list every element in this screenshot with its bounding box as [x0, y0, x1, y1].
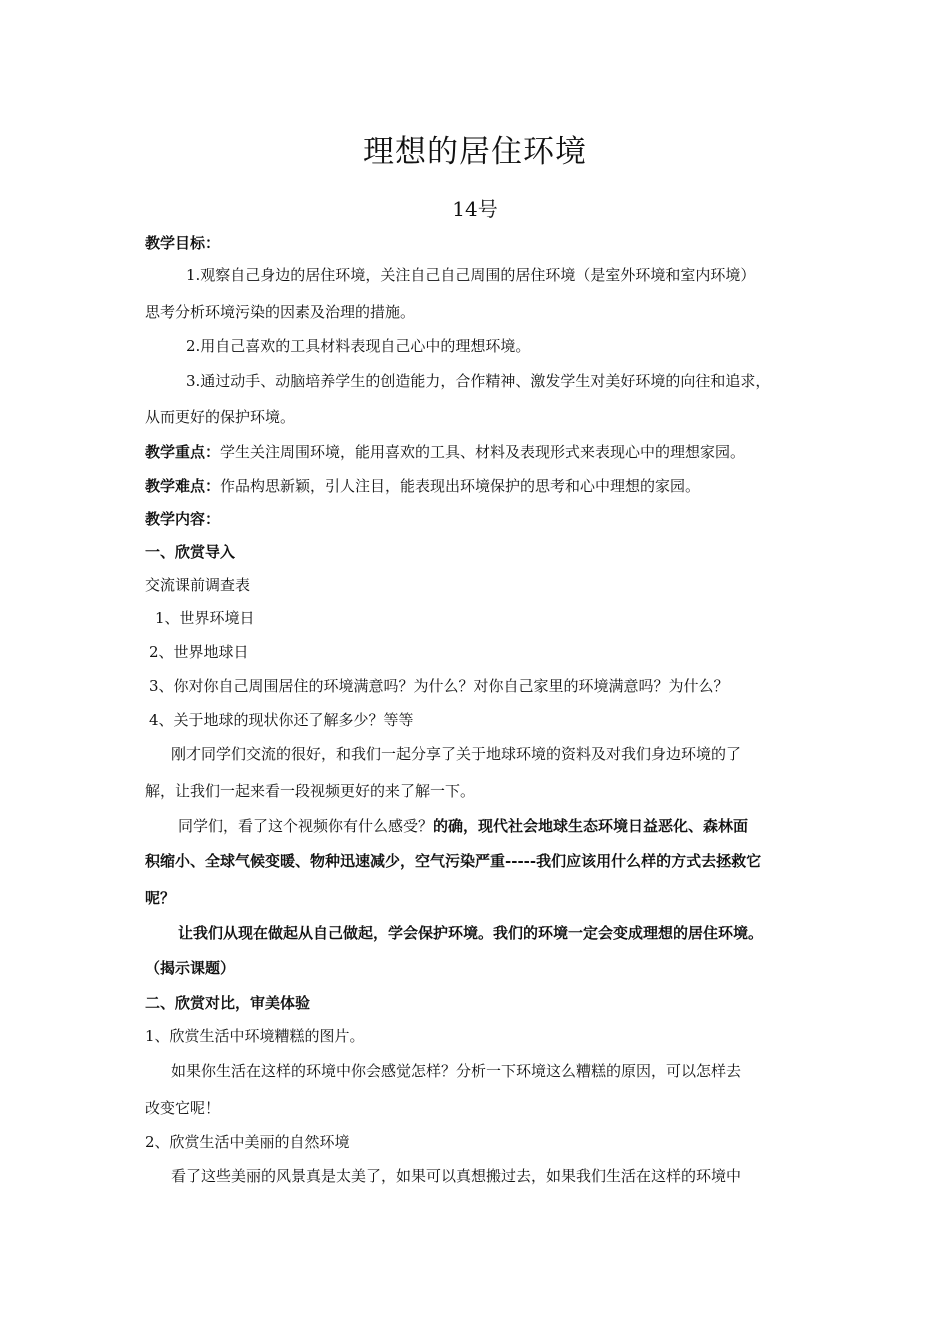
paragraph-2-line-2: 积缩小、全球气候变暖、物种迅速减少，空气污染严重-----我们应该用什么样的方式去拯救它 [145, 852, 762, 870]
difficulty-text: 作品构思新颖，引人注目，能表现出环境保护的思考和心中理想的家园。 [220, 477, 701, 495]
objectives-heading: 教学目标： [145, 234, 221, 252]
objective-3-line-1: 3.通过动手、动脑培养学生的创造能力，合作精神、激发学生对美好环境的向往和追求， [186, 372, 771, 390]
paragraph-5: 看了这些美丽的风景真是太美了，如果可以真想搬过去，如果我们生活在这样的环境中 [171, 1167, 742, 1185]
paragraph-1-line-1: 刚才同学们交流的很好，和我们一起分享了关于地球环境的资料及对我们身边环境的了 [171, 745, 742, 763]
document-subtitle: 14号 [452, 197, 498, 221]
difficulty [145, 476, 700, 496]
paragraph-3: 让我们从现在做起从自己做起，学会保护环境。我们的环境一定会变成理想的居住环境。 [178, 924, 764, 942]
paragraph-4-line-2: 改变它呢！ [145, 1099, 221, 1117]
key-point-text: 学生关注周围环境，能用喜欢的工具、材料及表现形式来表现心中的理想家园。 [220, 443, 746, 461]
reveal-topic: （揭示课题） [145, 959, 236, 977]
section-1-heading: 一、欣赏导入 [145, 543, 236, 561]
section-2-heading: 二、欣赏对比，审美体验 [145, 994, 311, 1012]
key-point [145, 442, 745, 462]
survey-item-2: 2、世界地球日 [149, 643, 249, 661]
survey-item-4: 4、关于地球的现状你还了解多少？等等 [149, 711, 414, 729]
objective-1-line-1: 1.观察自己身边的居住环境，关注自己自己周围的居住环境（是室外环境和室内环境） [186, 266, 756, 284]
document-title: 理想的居住环境 [363, 134, 587, 170]
content-heading: 教学内容： [145, 510, 221, 528]
paragraph-2-question: 同学们，看了这个视频你有什么感受？ [178, 817, 434, 835]
paragraph-2-emphasis: 的确，现代社会地球生态环境日益恶化、森林面 [433, 817, 749, 835]
objective-3-line-2: 从而更好的保护环境。 [145, 408, 296, 426]
item-1: 1、欣赏生活中环境糟糕的图片。 [145, 1027, 365, 1045]
objective-2: 2.用自己喜欢的工具材料表现自己心中的理想环境。 [186, 337, 531, 355]
paragraph-2-line-3: 呢？ [145, 889, 176, 907]
survey-intro: 交流课前调查表 [145, 576, 251, 594]
difficulty-label: 教学难点： [145, 477, 221, 495]
paragraph-2-line-1 [178, 816, 748, 836]
paragraph-1-line-2: 解，让我们一起来看一段视频更好的来了解一下。 [145, 782, 476, 800]
item-2: 2、欣赏生活中美丽的自然环境 [145, 1133, 350, 1151]
survey-item-3: 3、你对你自己周围居住的环境满意吗？为什么？对你自己家里的环境满意吗？为什么？ [149, 677, 729, 695]
key-point-label: 教学重点： [145, 443, 221, 461]
objective-1-line-2: 思考分析环境污染的因素及治理的措施。 [145, 303, 416, 321]
survey-item-1: 1、世界环境日 [155, 609, 255, 627]
paragraph-4-line-1: 如果你生活在这样的环境中你会感觉怎样？分析一下环境这么糟糕的原因，可以怎样去 [171, 1062, 742, 1080]
